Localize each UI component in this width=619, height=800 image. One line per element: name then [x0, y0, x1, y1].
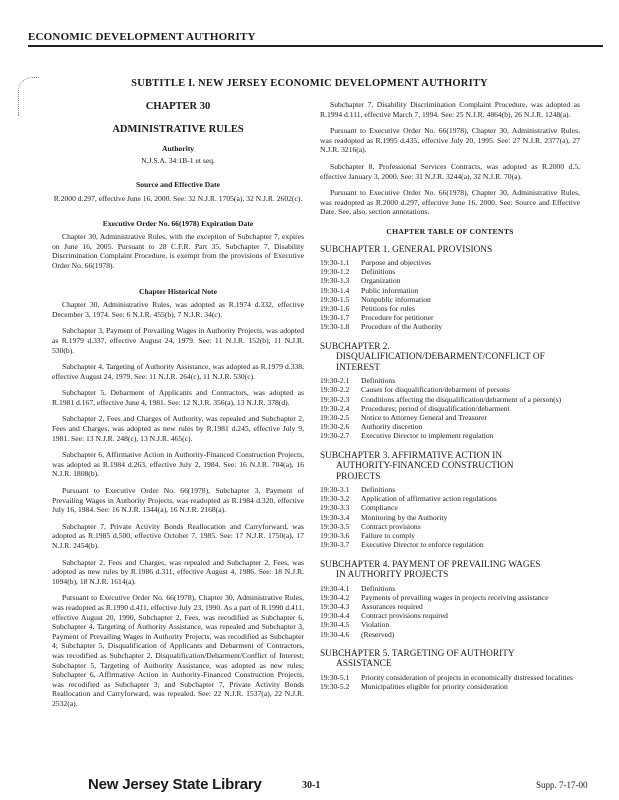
section-title: Payments of prevailing wages in projects receiving assistance [361, 592, 549, 602]
section-title: Causes for disqualification/debarment of persons [361, 385, 510, 395]
history-paragraph: Chapter 30, Administrative Rules, was adopted as R.1974 d.332, effective December 3, 1974. See: 6 N.J.R. 455(b), 7 N.J.R. 34(c). [52, 300, 304, 319]
page-number: 30-1 [302, 780, 321, 791]
subchapter-heading [320, 342, 580, 374]
authority-text: N.J.S.A. 34:1B-1 et seq. [141, 155, 215, 165]
table-of-contents [320, 245, 580, 692]
subchapter-heading [320, 649, 580, 670]
spacer [320, 639, 580, 645]
toc-entry [320, 258, 580, 267]
toc-entry [320, 494, 580, 503]
section-number: 19:30-2.7 [320, 431, 350, 441]
toc-entry [320, 313, 580, 322]
toc-entry [320, 385, 580, 394]
source-text: R.2000 d.297, effective June 16, 2000. See: 32 N.J.R. 1705(a), 32 N.J.R. 2602(c). [53, 193, 303, 203]
toc-entry [320, 485, 580, 494]
toc-entry [320, 513, 580, 522]
toc-entry [320, 267, 580, 276]
section-number: 19:30-4.6 [320, 629, 350, 639]
section-title: Executive Director to enforce regulation [361, 540, 484, 550]
section-number: 19:30-4.5 [320, 620, 350, 630]
subchapter-heading-line: SUBCHAPTER 1. GENERAL PROVISIONS [320, 244, 493, 255]
section-title: Contract provisions required [361, 611, 448, 621]
toc-entry [320, 673, 580, 682]
spacer [320, 332, 580, 338]
history-paragraph: Subchapter 4, Targeting of Authority Assistance, was adopted as R.1979 d.338, effective August 24, 1979. See: 11 N.J.R. 264(c), 11 N.J.R. 530(c). [52, 362, 304, 381]
expiration-heading: Executive Order No. 66(1978) Expiration Date [102, 218, 254, 228]
history-heading: Chapter Historical Note [139, 286, 217, 296]
section-title: Assurances required [361, 601, 423, 611]
subchapter-heading-line: SUBCHAPTER 3. AFFIRMATIVE ACTION IN [320, 450, 503, 461]
history-paragraph: Pursuant to Executive Order No. 66(1978), Subchapter 3, Payment of Prevailing Wages in Authority Projects, was readopted as R.1984 d.320, effective July 16, 1984. See: 16 N.J.R. 1344(a), 16 N.J.R. 2168(a). [52, 486, 304, 515]
section-number: 19:30-2.3 [320, 394, 350, 404]
toc-entry [320, 540, 580, 549]
toc-entry [320, 431, 580, 440]
section-title: Purpose and objectives [361, 258, 432, 268]
section-number: 19:30-1.8 [320, 322, 350, 332]
section-number: 19:30-4.1 [320, 583, 350, 593]
section-number: 19:30-4.3 [320, 601, 350, 611]
toc-entry [320, 295, 580, 304]
history-paragraph: Subchapter 7, Disability Discrimination Complaint Procedure, was adopted as R.1994 d.111, effective March 7, 1994. See: 25 N.J.R. 4864(b), 26 N.J.R. 1248(a). [320, 100, 580, 119]
section-number: 19:30-4.2 [320, 592, 350, 602]
section-title: Authority discretion [361, 422, 423, 432]
toc-entry [320, 276, 580, 285]
section-number: 19:30-1.1 [320, 258, 350, 268]
history-paragraph: Pursuant to Executive Order No. 66(1978), Chapter 30, Administrative Rules, was readopted as R.1990 d.411, effective July 23, 1990. As a part of R.1990 d.411, effective August 20, 1990, Subchapter 2, Fees, was recodified as Subchapter 6, Subchapter 4, Targeting of Authority Assistance, was repealed and Subchapter 3, Payment of Prevailing Wages in Authority Projects, was recodified as Subchapter 4; Subchapter 5, Disqualification of Applicants and Debarment of Contractors, was recodified as Subchapter 2, Disqualification/Debarment/Conflict of Interest; Subchapter 5, Targeting of Authority Assistance, was adopted as new rules; Subchapter 6, Affirmative Action in Authority-Financed Construction Projects, was recodified as Subchapter 3; and Subchapter 7, Private Activity Bonds Reallocation and Carryforward, was repealed. See: 22 N.J.R. 1537(a), 22 N.J.R. 2532(a). [52, 593, 304, 708]
history-paragraph: Subchapter 7, Private Activity Bonds Reallocation and Carryforward, was adopted as R.1985 d.500, effective October 7, 1985. See: 17 N.J.R. 1750(a), 17 N.J.R. 2454(b). [52, 521, 304, 550]
spacer [320, 550, 580, 556]
section-title: Notice to Attorney General and Treasurer [361, 412, 487, 422]
history-notes [52, 300, 304, 708]
section-number: 19:30-5.2 [320, 681, 350, 691]
toc-entry [320, 422, 580, 431]
section-number: 19:30-4.4 [320, 611, 350, 621]
section-title: Definitions [361, 485, 396, 495]
history-paragraph: Subchapter 5, Debarment of Applicants and Contractors, was adopted as R.1981 d.167, effective June 4, 1981. See: 12 N.J.R. 356(a), 13 N.J.R. 378(d). [52, 388, 304, 407]
chapter-number: CHAPTER 30 [145, 101, 211, 112]
section-number: 19:30-2.1 [320, 376, 350, 386]
section-number: 19:30-3.5 [320, 521, 350, 531]
toc-entry [320, 584, 580, 593]
section-number: 19:30-1.5 [320, 294, 350, 304]
section-number: 19:30-3.6 [320, 531, 350, 541]
chapter-title: ADMINISTRATIVE RULES [112, 123, 244, 135]
subchapter-heading [320, 451, 580, 483]
section-number: 19:30-2.2 [320, 385, 350, 395]
toc-entry [320, 611, 580, 620]
section-title: Executive Director to implement regulation [361, 431, 494, 441]
history-paragraph: Subchapter 2, Fees and Charges, was repealed and Subchapter 2, Fees, was adopted as new rules by R.1986 d.311, effective August 4, 1986. See: 18 N.J.R. 1094(b), 18 N.J.R. 1614(a). [52, 557, 304, 586]
history-paragraph: Subchapter 6, Affirmative Action in Authority-Financed Construction Projects, was adopted as R.1984 d.263, effective July 2, 1984. See: 16 N.J.R. 704(a), 16 N.J.R. 1808(b). [52, 450, 304, 479]
section-number: 19:30-3.4 [320, 512, 350, 522]
subchapter-heading-line: AUTHORITY-FINANCED CONSTRUCTION [336, 461, 514, 472]
section-title: Definitions [361, 267, 396, 277]
section-title: Monitoring by the Authority [361, 512, 448, 522]
right-column [320, 100, 580, 691]
subtitle-heading: SUBTITLE I. NEW JERSEY ECONOMIC DEVELOPMENT AUTHORITY [131, 78, 488, 89]
toc-entry [320, 304, 580, 313]
history-notes-continued [320, 100, 580, 217]
running-head: ECONOMIC DEVELOPMENT AUTHORITY [28, 31, 256, 43]
library-stamp: New Jersey State Library [88, 776, 262, 793]
toc-entry [320, 413, 580, 422]
section-title: Conditions affecting the disqualification/debarment of a person(s) [361, 394, 562, 404]
section-title: Contract provisions [361, 521, 421, 531]
section-number: 19:30-3.1 [320, 485, 350, 495]
section-title: Procedures; period of disqualification/debarment [361, 403, 510, 413]
toc-title: CHAPTER TABLE OF CONTENTS [386, 226, 514, 236]
toc-entry [320, 322, 580, 331]
section-title: Definitions [361, 583, 396, 593]
toc-entry [320, 593, 580, 602]
history-paragraph: Pursuant to Executive Order No. 66(1978), Chapter 30, Administrative Rules, was readopted as R.1995 d.435, effective July 20, 1995. See: 27 N.J.R. 2377(a), 27 N.J.R. 3216(a). [320, 126, 580, 155]
toc-entry [320, 682, 580, 691]
section-title: Priority consideration of projects in economically distressed localities [361, 672, 573, 682]
subchapter-heading-line: DISQUALIFICATION/DEBARMENT/CONFLICT OF [336, 352, 545, 363]
toc-entry [320, 404, 580, 413]
section-title: Procedure of the Authority [361, 322, 443, 332]
section-title: Violation [361, 620, 390, 630]
section-number: 19:30-1.4 [320, 285, 350, 295]
subchapter-heading-line: IN AUTHORITY PROJECTS [336, 570, 449, 580]
spacer [320, 441, 580, 447]
section-number: 19:30-1.2 [320, 267, 350, 277]
section-title: Definitions [361, 376, 396, 386]
history-paragraph: Pursuant to Executive Order No. 66(1978), Chapter 30, Administrative Rules, was readopted as R.2000 d.297, effective June 16, 2000. See: Source and Effective Date. See, also, section annotations. [320, 188, 580, 217]
authority-heading: Authority [161, 144, 195, 154]
source-heading: Source and Effective Date [135, 180, 220, 190]
subchapter-heading [320, 560, 580, 581]
section-title: Municipalities eligible for priority consideration [361, 681, 508, 691]
section-title: Application of affirmative action regulations [361, 494, 497, 504]
left-column [52, 100, 304, 716]
section-number: 19:30-3.7 [320, 540, 350, 550]
subchapter-heading-line: PROJECTS [336, 471, 381, 482]
toc-entry [320, 286, 580, 295]
toc-entry [320, 602, 580, 611]
section-title: Organization [361, 276, 401, 286]
section-number: 19:30-1.6 [320, 304, 350, 314]
toc-entry [320, 395, 580, 404]
subchapter-heading-line: INTEREST [336, 362, 380, 373]
expiration-text: Chapter 30, Administrative Rules, with the exception of Subchapter 7, expires on June 16, 2005. Pursuant to 28 C.F.R. Part 35, Subchapter 7, Disability Discrimination Complaint Procedure, is exempt from the provisions of Executive Order No. 66(1978). [52, 232, 304, 270]
section-number: 19:30-3.2 [320, 494, 350, 504]
subchapter-heading [320, 245, 580, 256]
toc-entry [320, 630, 580, 639]
subchapter-heading-line: SUBCHAPTER 2. [320, 341, 390, 352]
section-number: 19:30-2.5 [320, 412, 350, 422]
section-number: 19:30-1.3 [320, 276, 350, 286]
toc-entry [320, 376, 580, 385]
toc-entry [320, 503, 580, 512]
section-title: Procedure for petitioner [361, 313, 434, 323]
history-paragraph: Subchapter 8, Professional Services Contracts, was adopted as R.2000 d.5, effective January 3, 2000. See: 31 N.J.R. 3244(a), 32 N.J.R. 70(a). [320, 161, 580, 181]
section-title: Petitions for rules [361, 304, 415, 314]
section-number: 19:30-2.6 [320, 422, 350, 432]
section-title: (Reserved) [361, 629, 395, 639]
section-number: 19:30-5.1 [320, 672, 350, 682]
section-title: Failure to comply [361, 531, 415, 541]
toc-entry [320, 531, 580, 540]
section-title: Compliance [361, 503, 398, 513]
subchapter-heading-line: SUBCHAPTER 5. TARGETING OF AUTHORITY [320, 648, 515, 659]
header-rule [28, 45, 603, 47]
section-title: Public information [361, 285, 419, 295]
section-number: 19:30-2.4 [320, 403, 350, 413]
toc-entry [320, 522, 580, 531]
section-title: Nonpublic information [361, 294, 431, 304]
subchapter-heading-line: ASSISTANCE [336, 659, 392, 670]
subchapter-heading-line: SUBCHAPTER 4. PAYMENT OF PREVAILING WAGES [320, 559, 541, 570]
section-number: 19:30-1.7 [320, 313, 350, 323]
toc-entry [320, 620, 580, 629]
supplement-date: Supp. 7-17-00 [536, 780, 588, 790]
history-paragraph: Subchapter 2, Fees and Charges of Authority, was repealed and Subchapter 2, Fees and Charges, was adopted as new rules by R.1981 d.245, effective July 9, 1981. See: 13 N.J.R. 248(c), 13 N.J.R. 465(c). [52, 414, 304, 443]
section-number: 19:30-3.3 [320, 503, 350, 513]
history-paragraph: Subchapter 3, Payment of Prevailing Wages in Authority Projects, was adopted as R.1979 d.337, effective August 24, 1979. See: 11 N.J.R. 152(b), 11 N.J.R. 530(b). [52, 326, 304, 355]
